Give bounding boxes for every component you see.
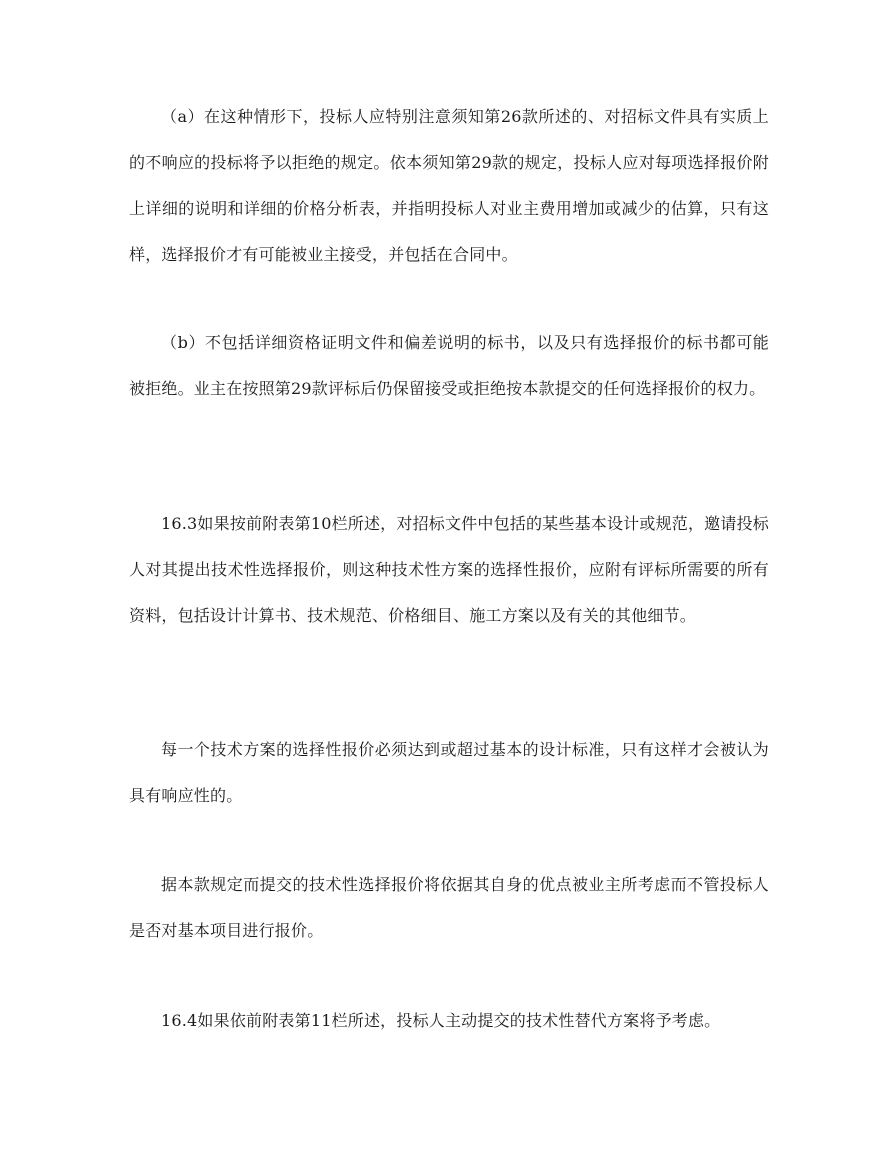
- paragraph-technical-alternative-evaluation: 据本款规定而提交的技术性选择报价将依据其自身的优点被业主所考虑而不管投标人是否对基本项目进行报价。: [129, 875, 769, 940]
- paragraph-technical-standard: 每一个技术方案的选择性报价必须达到或超过基本的设计标准，只有这样才会被认为具有响应性的。: [129, 740, 769, 805]
- paragraph-16-4: 16.4如果依前附表第11栏所述，投标人主动提交的技术性替代方案将予考虑。: [161, 1011, 721, 1030]
- paragraph-16-2-a: （a）在这种情形下，投标人应特别注意须知第26款所述的、对招标文件具有实质上的不响应的投标将予以拒绝的规定。依本须知第29款的规定，投标人应对每项选择报价附上详细的说明和详细的价格分析表，并指明投标人对业主费用增加或减少的估算，只有这样，选择报价才有可能被业主接受，并包括在合同中。: [129, 107, 769, 264]
- paragraph-16-2-b: （b）不包括详细资格证明文件和偏差说明的标书，以及只有选择报价的标书都可能被拒绝。业主在按照第29款评标后仍保留接受或拒绝按本款提交的任何选择报价的权力。: [129, 333, 769, 398]
- paragraph-16-3: 16.3如果按前附表第10栏所述，对招标文件中包括的某些基本设计或规范，邀请投标人对其提出技术性选择报价，则这种技术性方案的选择性报价，应附有评标所需要的所有资料，包括设计计算书、技术规范、价格细目、施工方案以及有关的其他细节。: [129, 514, 769, 625]
